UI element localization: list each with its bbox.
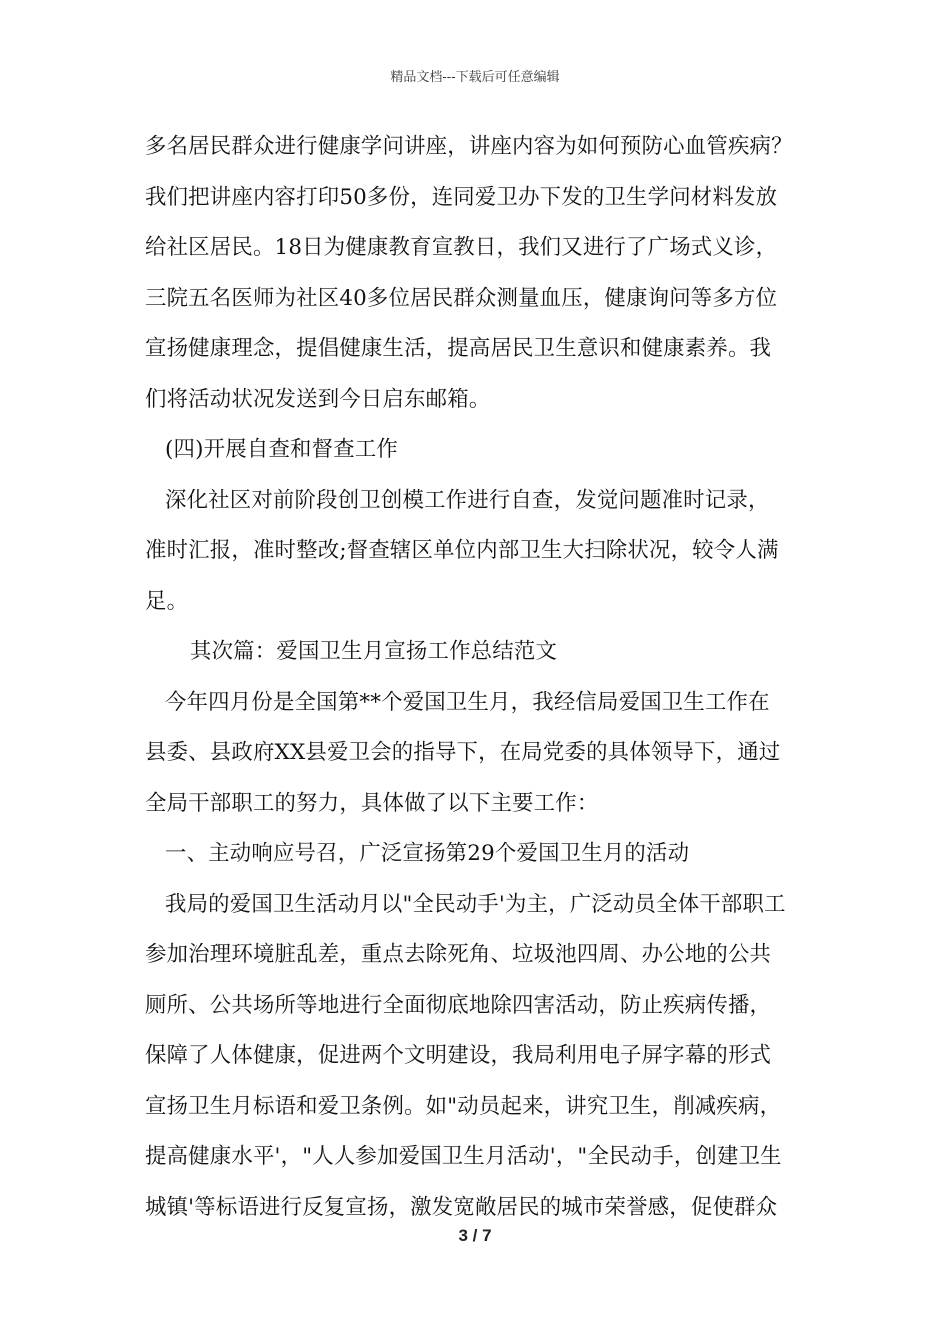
- page-header: 精品文档---下载后可任意编辑: [390, 70, 560, 85]
- paragraph-line: 全局干部职工的努力，具体做了以下主要工作：: [145, 790, 599, 816]
- paragraph-line: 城镇'等标语进行反复宣扬，激发宽敞居民的城市荣誉感，促使群众: [145, 1194, 778, 1220]
- paragraph-line: 厕所、公共场所等地进行全面彻底地除四害活动，防止疾病传播，: [145, 992, 772, 1018]
- paragraph-line: 给社区居民。18日为健康教育宣教日，我们又进行了广场式义诊，: [145, 235, 778, 260]
- paragraph-line: 三院五名医师为社区40多位居民群众测量血压，健康询问等多方位: [145, 285, 778, 311]
- document-body: [145, 127, 813, 1238]
- paragraph-line: 宣扬健康理念，提倡健康生活，提高居民卫生意识和健康素养。我: [145, 336, 772, 361]
- page-number: 3 / 7: [458, 1226, 492, 1245]
- paragraph-line: 深化社区对前阶段创卫创模工作进行自查，发觉问题准时记录，: [165, 487, 770, 513]
- paragraph-line: 县委、县政府XX县爱卫会的指导下，在局党委的具体领导下，通过: [145, 740, 781, 765]
- paragraph-line: 参加治理环境脏乱差，重点去除死角、垃圾池四周、办公地的公共: [145, 942, 772, 967]
- paragraph-line: 们将活动状况发送到今日启东邮箱。: [145, 386, 491, 412]
- paragraph-line: 足。: [145, 588, 189, 614]
- paragraph-line: 其次篇：爱国卫生月宣扬工作总结范文: [190, 639, 558, 664]
- paragraph-line: 我局的爱国卫生活动月以"全民动手'为主，广泛动员全体干部职工: [165, 891, 786, 917]
- paragraph-line: 今年四月份是全国第**个爱国卫生月，我经信局爱国卫生工作在: [165, 689, 770, 715]
- paragraph-line: 宣扬卫生月标语和爱卫条例。如"动员起来，讲究卫生，削减疾病，: [145, 1093, 782, 1119]
- paragraph-line: 提高健康水平'，"人人参加爱国卫生月活动'，"全民动手，创建卫生: [145, 1144, 782, 1169]
- paragraph-line: 一、主动响应号召，广泛宣扬第29个爱国卫生月的活动: [165, 841, 690, 866]
- paragraph-line: (四)开展自查和督查工作: [165, 437, 398, 462]
- paragraph-line: 我们把讲座内容打印50多份，连同爱卫办下发的卫生学问材料发放: [145, 184, 778, 210]
- paragraph-line: 准时汇报，准时整改;督查辖区单位内部卫生大扫除状况，较令人满: [145, 538, 779, 563]
- paragraph-line: 多名居民群众进行健康学问讲座，讲座内容为如何预防心血管疾病？: [145, 134, 793, 159]
- paragraph-line: 保障了人体健康，促进两个文明建设，我局利用电子屏字幕的形式: [145, 1043, 772, 1068]
